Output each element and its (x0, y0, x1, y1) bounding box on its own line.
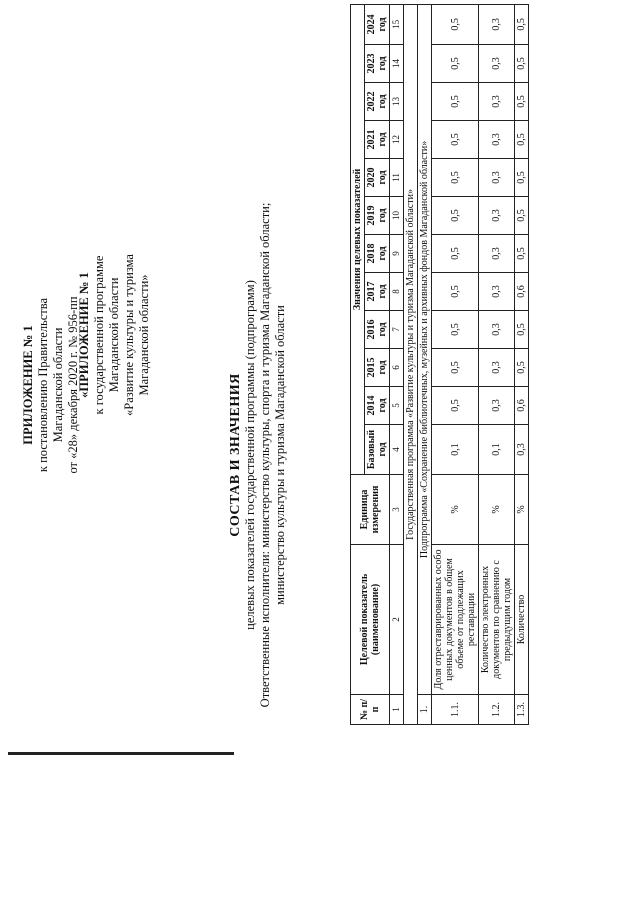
appendix-line: от «28» декабря 2020 г. № 956-пп (66, 296, 80, 474)
row-name: Доля отреставрированных особо ценных документов в общем объеме от подлежащих реставрации (432, 545, 479, 695)
header-year: 2022 год (365, 83, 390, 121)
column-number: 12 (390, 121, 404, 159)
header-row-1 (351, 4, 365, 724)
header-name: Целевой показатель (наименование) (351, 545, 390, 695)
appendix-block-2 (77, 175, 152, 495)
row-value: 0,5 (515, 349, 529, 387)
row-value: 0,6 (515, 387, 529, 425)
row-value: 0,3 (515, 425, 529, 475)
column-number: 11 (390, 159, 404, 197)
subprogram-title: Подпрограмма «Сохранение библиотечных, музейных и архивных фондов Магаданской области» (418, 4, 432, 694)
row-num: 1.1. (432, 695, 479, 725)
column-number: 4 (390, 425, 404, 475)
row-value: 0,6 (515, 273, 529, 311)
row-value: 0,5 (432, 311, 479, 349)
header-year: 2023 год (365, 45, 390, 83)
row-value: 0,5 (515, 4, 529, 44)
appendix-line: к постановлению Правительства (36, 297, 50, 473)
column-number: 7 (390, 311, 404, 349)
table-row (432, 4, 479, 724)
row-name: Количество (515, 545, 529, 695)
program-row (404, 4, 418, 724)
row-value: 0,5 (432, 197, 479, 235)
column-number: 10 (390, 197, 404, 235)
table-row (515, 4, 529, 724)
header-year: 2021 год (365, 121, 390, 159)
header-unit: Единица измерения (351, 475, 390, 545)
program-title: Государственная программа «Развитие культуры и туризма Магаданской области» (404, 4, 418, 724)
appendix-line: к государственной программе (92, 255, 106, 415)
row-num: 1.3. (515, 695, 529, 725)
row-value: 0,3 (479, 45, 515, 83)
row-value: 0,5 (515, 159, 529, 197)
row-value: 0,3 (479, 121, 515, 159)
row-value: 0,5 (515, 83, 529, 121)
header-num: № п/п (351, 695, 390, 725)
subprogram-num: 1. (418, 695, 432, 725)
row-value: 0,5 (432, 349, 479, 387)
column-number: 9 (390, 235, 404, 273)
header-year: 2017 год (365, 273, 390, 311)
row-value: 0,5 (515, 311, 529, 349)
column-number-row (390, 4, 404, 724)
appendix-line: Магаданской области (51, 327, 65, 443)
header-year: 2014 год (365, 387, 390, 425)
column-number: 1 (390, 695, 404, 725)
appendix-line: «Развитие культуры и туризма (122, 254, 136, 416)
table-row (479, 4, 515, 724)
row-value: 0,5 (515, 197, 529, 235)
column-number: 14 (390, 45, 404, 83)
row-name: Количество электронных документов по сравнению с предыдущим годом (479, 545, 515, 695)
row-value: 0,5 (432, 121, 479, 159)
column-number: 5 (390, 387, 404, 425)
row-value: 0,3 (479, 349, 515, 387)
header-year: 2016 год (365, 311, 390, 349)
appendix-line: Магаданской области (107, 277, 121, 393)
appendix-block-1 (21, 235, 81, 535)
row-value: 0,5 (432, 4, 479, 44)
column-number: 15 (390, 4, 404, 44)
header-values: Значения целевых показателей (351, 4, 365, 474)
row-unit: % (479, 475, 515, 545)
column-number: 2 (390, 545, 404, 695)
appendix-line: ПРИЛОЖЕНИЕ № 1 (21, 325, 35, 445)
column-number: 6 (390, 349, 404, 387)
header-year: 2015 год (365, 349, 390, 387)
row-value: 0,5 (432, 235, 479, 273)
column-number: 13 (390, 83, 404, 121)
appendix-header (15, 15, 151, 535)
row-value: 0,5 (432, 45, 479, 83)
row-value: 0,5 (432, 387, 479, 425)
appendix-line: «ПРИЛОЖЕНИЕ № 1 (77, 272, 91, 398)
header-year: 2019 год (365, 197, 390, 235)
row-value: 0,1 (479, 425, 515, 475)
row-value: 0,1 (432, 425, 479, 475)
header-year: 2018 год (365, 235, 390, 273)
title-resp-1: Ответственные исполнители: министерство культуры, спорта и туризма Магаданской области; (258, 202, 272, 708)
column-number: 8 (390, 273, 404, 311)
row-value: 0,3 (479, 197, 515, 235)
row-value: 0,3 (479, 159, 515, 197)
row-value: 0,3 (479, 235, 515, 273)
subprogram-row (418, 4, 432, 724)
row-num: 1.2. (479, 695, 515, 725)
row-value: 0,3 (479, 83, 515, 121)
header-year: 2024 год (365, 4, 390, 44)
column-number: 3 (390, 475, 404, 545)
row-value: 0,5 (515, 45, 529, 83)
row-unit: % (515, 475, 529, 545)
header-year: 2020 год (365, 159, 390, 197)
row-value: 0,5 (432, 159, 479, 197)
title-sub: целевых показателей государственной программы (подпрограмм) (243, 280, 257, 630)
row-value: 0,3 (479, 311, 515, 349)
row-unit: % (432, 475, 479, 545)
header-base-year: Базовый год (365, 425, 390, 475)
row-value: 0,3 (479, 273, 515, 311)
appendix-line: Магаданской области» (137, 274, 151, 396)
row-value: 0,5 (515, 121, 529, 159)
row-value: 0,3 (479, 387, 515, 425)
document-title (228, 155, 288, 755)
indicators-table (350, 4, 529, 725)
row-value: 0,5 (432, 83, 479, 121)
row-value: 0,5 (515, 235, 529, 273)
row-value: 0,5 (432, 273, 479, 311)
title-resp-2: министерство культуры и туризма Магаданской области (273, 305, 287, 605)
row-value: 0,3 (479, 4, 515, 44)
title-main: СОСТАВ И ЗНАЧЕНИЯ (228, 373, 243, 537)
